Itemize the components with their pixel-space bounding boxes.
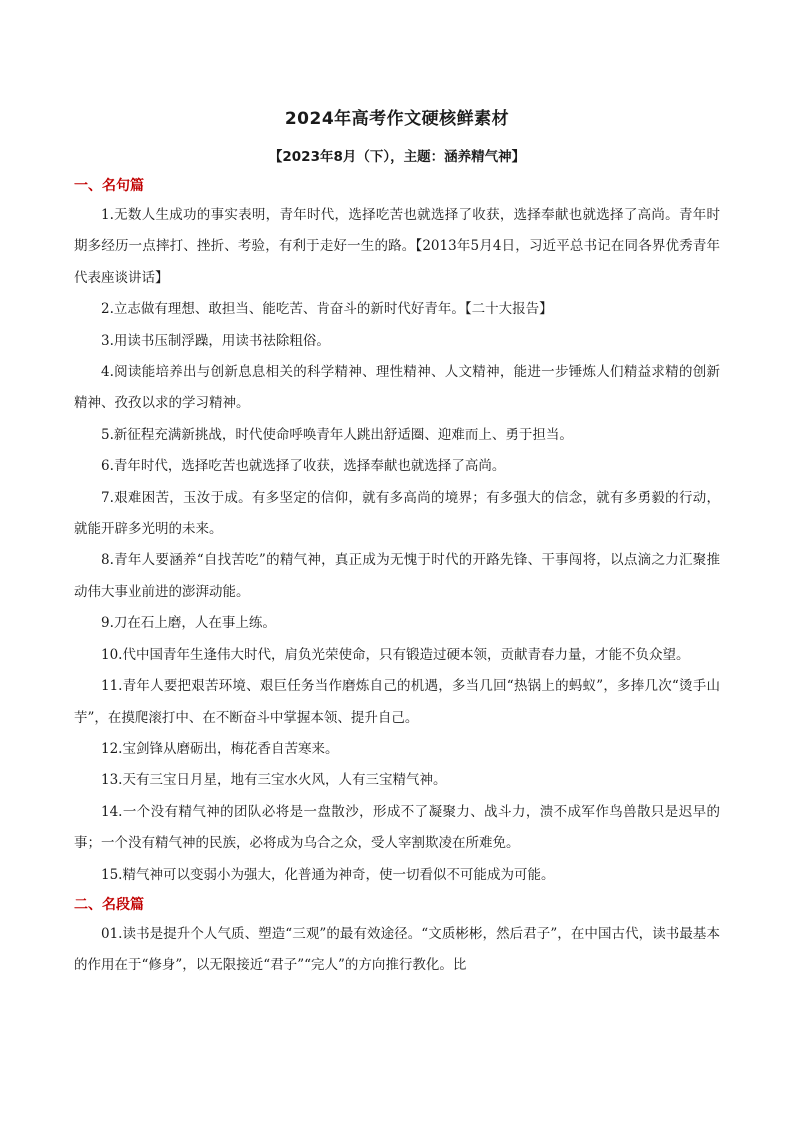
quote-item: 12.宝剑锋从磨砺出，梅花香自苦寒来。 — [101, 740, 339, 757]
document-subtitle: 【2023年8月（下），主题：涵养精气神】 — [268, 149, 526, 165]
quote-item: 10.代中国青年生逢伟大时代，肩负光荣使命，只有锻造过硬本领，贡献青春力量，才能不负众望。 — [101, 646, 690, 663]
quote-item: 14.一个没有精气神的团队必将是一盘散沙，形成不了凝聚力、战斗力，溃不成军作鸟兽散只是迟早的事；一个没有精气神的民族，必将成为乌合之众，受人宰割欺凌在所难免。 — [74, 803, 720, 852]
quote-item: 5.新征程充满新挑战，时代使命呼唤青年人跳出舒适圈、迎难而上、勇于担当。 — [101, 426, 573, 443]
document-body — [74, 172, 720, 982]
quote-item: 1.无数人生成功的事实表明，青年时代，选择吃苦也就选择了收获，选择奉献也就选择了高尚。青年时期多经历一点摔打、挫折、考验，有利于走好一生的路。【2013年5月4日，习近平总书记在同各界优秀青年代表座谈讲话】 — [74, 207, 720, 286]
quote-item: 8.青年人要涵养“自找苦吃”的精气神，真正成为无愧于时代的开路先锋、干事闯将，以点滴之力汇聚推动伟大事业前进的澎湃动能。 — [74, 552, 720, 600]
section-heading-quotes: 一、名句篇 — [74, 178, 144, 194]
quote-item: 6.青年时代，选择吃苦也就选择了收获，选择奉献也就选择了高尚。 — [101, 458, 506, 475]
quote-item: 3.用读书压制浮躁，用读书祛除粗俗。 — [101, 332, 330, 349]
section-heading-passages: 二、名段篇 — [74, 896, 144, 913]
quote-item: 4.阅读能培养出与创新息息相关的科学精神、理性精神、人文精神，能进一步锤炼人们精益求精的创新精神、孜孜以求的学习精神。 — [74, 364, 720, 412]
quote-item: 15.精气神可以变弱小为强大，化普通为神奇，使一切看似不可能成为可能。 — [101, 866, 555, 883]
quote-item: 2.立志做有理想、敢担当、能吃苦、肯奋斗的新时代好青年。【二十大报告】 — [101, 301, 553, 318]
quote-item: 9.刀在石上磨，人在事上练。 — [101, 615, 276, 632]
quote-item: 13.天有三宝日月星，地有三宝水火风，人有三宝精气神。 — [101, 772, 447, 789]
quote-item: 11.青年人要把艰苦环境、艰巨任务当作磨炼自己的机遇，多当几回“热锅上的蚂蚁”，多捧几次“烫手山芋”，在摸爬滚打中、在不断奋斗中掌握本领、提升自己。 — [74, 678, 720, 726]
document-title: 2024年高考作文硬核鲜素材 — [284, 109, 510, 129]
quote-item: 7.艰难困苦，玉汝于成。有多坚定的信仰，就有多高尚的境界；有多强大的信念，就有多勇毅的行动，就能开辟多光明的未来。 — [74, 489, 720, 538]
passage-item: 01.读书是提升个人气质、塑造“三观”的最有效途径。“文质彬彬，然后君子”，在中国古代，读书最基本的作用在于“修身”，以无限接近“君子”“完人”的方向推行教化。比 — [74, 925, 720, 974]
